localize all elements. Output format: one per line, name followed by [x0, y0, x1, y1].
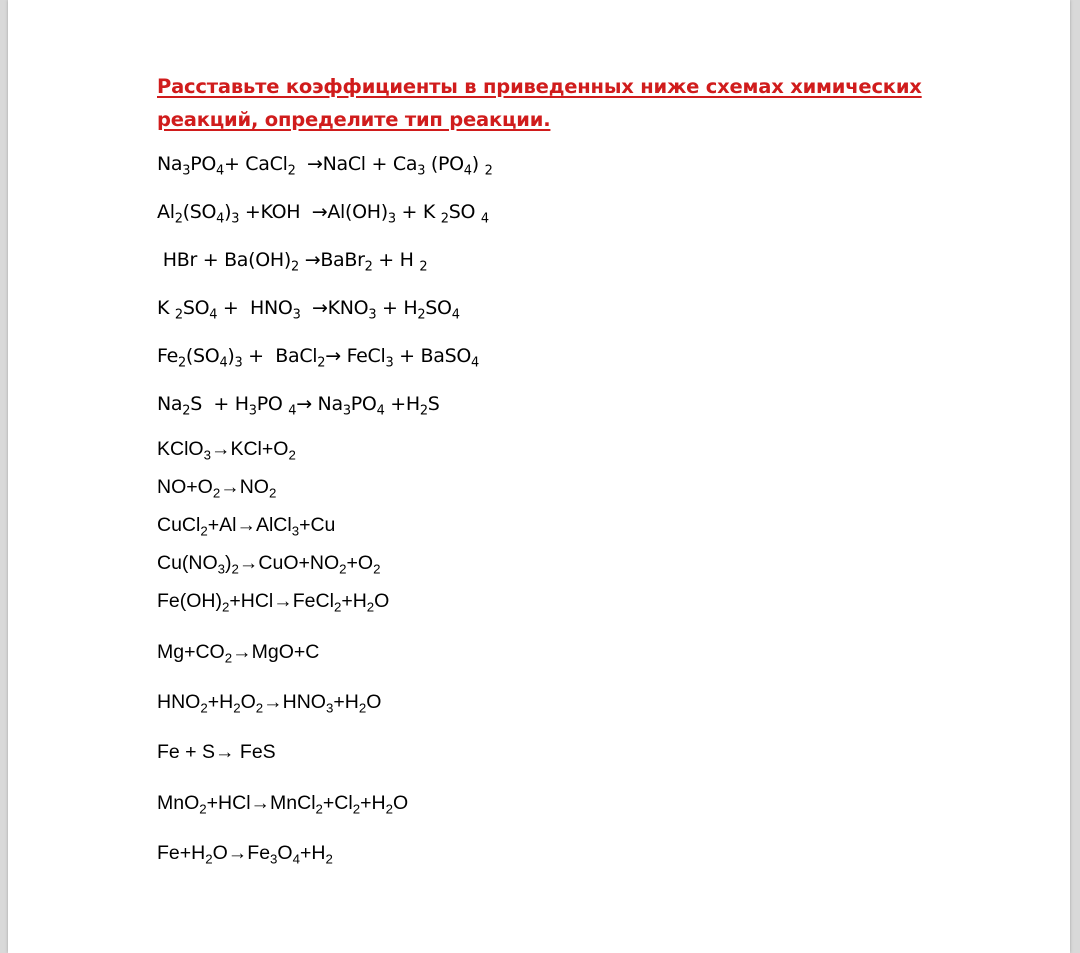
document-page [8, 0, 1070, 953]
subscript: 3 [248, 403, 257, 419]
subscript: 2 [199, 801, 207, 817]
formula-text: O [277, 842, 293, 864]
subscript: 2 [222, 599, 230, 615]
formula-text: PO [350, 393, 377, 415]
formula-text: MnO [157, 792, 200, 814]
subscript: 2 [287, 163, 296, 179]
formula-text: CuCl [157, 514, 201, 536]
formula-text: + H [376, 297, 418, 319]
subscript: 2 [224, 650, 233, 666]
subscript: 2 [288, 447, 296, 463]
formula-text: +H [341, 590, 367, 612]
subscript: 4 [216, 211, 225, 227]
subscript: 2 [174, 211, 183, 227]
subscript: 3 [368, 307, 377, 323]
subscript: 3 [234, 355, 243, 371]
subscript: 2 [317, 355, 326, 371]
formula-text: +H [299, 842, 326, 864]
formula-text: + CaCl [223, 153, 288, 175]
reaction-equation [157, 297, 460, 323]
formula-text: PO [256, 393, 289, 415]
reaction-equation [157, 393, 440, 419]
formula-text: Fe(OH) [157, 590, 222, 612]
subscript: 2 [364, 259, 373, 275]
formula-text: +H [333, 691, 359, 713]
subscript: 2 [291, 259, 299, 275]
formula-text: + BaCl [242, 345, 318, 367]
subscript: 2 [417, 307, 426, 323]
formula-text: Al [157, 201, 175, 223]
subscript: 2 [182, 403, 191, 419]
subscript: 4 [471, 355, 479, 371]
formula-text: O [392, 792, 409, 814]
subscript: 4 [451, 307, 460, 323]
formula-text: O [240, 691, 256, 713]
formula-text: O→Fe [212, 842, 271, 864]
subscript: 3 [387, 211, 396, 227]
subscript: 2 [373, 561, 381, 577]
reaction-equation [157, 590, 389, 613]
subscript: 3 [217, 561, 226, 577]
subscript: 2 [484, 163, 493, 179]
reaction-equation [157, 153, 493, 179]
formula-text: S [427, 393, 440, 415]
reaction-equation [157, 842, 333, 865]
formula-text: Na [157, 153, 183, 175]
subscript: 4 [219, 355, 228, 371]
formula-text: ) [224, 201, 232, 223]
subscript: 2 [255, 700, 264, 716]
formula-text: (PO [425, 153, 464, 175]
formula-text: O [374, 590, 390, 612]
subscript: 2 [177, 355, 186, 371]
formula-text: HBr + Ba(OH) [157, 249, 292, 271]
subscript: 2 [358, 700, 367, 716]
reaction-equation [157, 741, 276, 764]
formula-text: (SO [185, 345, 220, 367]
formula-text: → FeCl [325, 345, 386, 367]
formula-text: K [157, 297, 175, 319]
formula-text: →BaBr [298, 249, 365, 271]
subscript: 3 [182, 163, 191, 179]
formula-text: ) [227, 345, 235, 367]
formula-text: PO [190, 153, 217, 175]
formula-text: Mg+CO [157, 641, 225, 663]
formula-text: Fe+H [157, 842, 206, 864]
subscript: 4 [480, 211, 489, 227]
subscript: 3 [203, 447, 211, 463]
formula-text: → Na [296, 393, 343, 415]
subscript: 2 [440, 211, 449, 227]
formula-text: O [366, 691, 382, 713]
subscript: 2 [339, 561, 347, 577]
subscript: 4 [288, 403, 297, 419]
formula-text: + BaSO [393, 345, 472, 367]
formula-text: +H [207, 691, 234, 713]
reaction-equation [157, 792, 408, 815]
subscript: 2 [419, 259, 428, 275]
subscript: 4 [209, 307, 218, 323]
subscript: 3 [417, 163, 426, 179]
formula-text: + HNO [217, 297, 293, 319]
subscript: 3 [385, 355, 394, 371]
subscript: 3 [292, 307, 301, 323]
formula-text: +Cl [322, 792, 353, 814]
formula-text: +Cu [299, 514, 336, 536]
subscript: 2 [174, 307, 183, 323]
formula-text: +H [384, 393, 420, 415]
subscript: 4 [376, 403, 385, 419]
subscript: 3 [231, 211, 240, 227]
formula-text: + K [395, 201, 441, 223]
reaction-equation [157, 476, 276, 499]
formula-text: NO+O [157, 476, 213, 498]
formula-text: Na [157, 393, 183, 415]
reaction-equation [157, 552, 380, 575]
formula-text: SO [448, 201, 481, 223]
formula-text: →HNO [263, 691, 326, 713]
formula-text: +Al→AlCl [207, 514, 292, 536]
formula-text: →KNO [300, 297, 369, 319]
reaction-equation [157, 691, 381, 714]
reaction-equation [157, 514, 335, 537]
formula-text: +HCl→MnCl [206, 792, 316, 814]
formula-text: S + H [190, 393, 249, 415]
formula-text: HNO [157, 691, 201, 713]
formula-text: →NO [220, 476, 269, 498]
formula-text: +HCl→FeCl [229, 590, 334, 612]
subscript: 2 [205, 851, 213, 867]
reaction-equation [157, 641, 319, 664]
formula-text: (SO [182, 201, 217, 223]
formula-text: ) [225, 552, 232, 574]
subscript: 2 [325, 851, 333, 867]
subscript: 4 [216, 163, 224, 179]
formula-text: SO [425, 297, 452, 319]
subscript: 3 [291, 523, 300, 539]
subscript: 2 [200, 700, 208, 716]
formula-text: Fe + S→ FeS [157, 741, 276, 763]
formula-text: ) [471, 153, 485, 175]
formula-text: +KOH →Al(OH) [239, 201, 388, 223]
formula-text: →MgO+C [232, 641, 320, 663]
subscript: 3 [342, 403, 351, 419]
subscript: 2 [315, 801, 323, 817]
formula-text: +O [346, 552, 374, 574]
subscript: 2 [212, 485, 221, 501]
subscript: 2 [233, 700, 241, 716]
subscript: 2 [419, 403, 428, 419]
formula-text: +H [360, 792, 386, 814]
reaction-equation [157, 249, 428, 275]
subscript: 2 [366, 599, 375, 615]
subscript: 2 [333, 599, 342, 615]
subscript: 2 [352, 801, 361, 817]
subscript: 2 [268, 485, 277, 501]
subscript: 2 [231, 561, 239, 577]
subscript: 3 [325, 700, 334, 716]
formula-text: Cu(NO [157, 552, 218, 574]
task-heading: Расставьте коэффициенты в приведенных ниже схемах химических реакций, определите тип реакции. [157, 75, 922, 131]
formula-text: →KCl+O [210, 438, 289, 460]
subscript: 2 [385, 801, 393, 817]
subscript: 4 [292, 851, 300, 867]
formula-text: + H [372, 249, 420, 271]
formula-text: KClO [157, 438, 204, 460]
subscript: 3 [270, 851, 278, 867]
subscript: 4 [463, 163, 472, 179]
reaction-equation [157, 345, 479, 371]
subscript: 2 [200, 523, 208, 539]
formula-text: Fe [157, 345, 178, 367]
formula-text: →NaCl + Ca [295, 153, 418, 175]
reaction-equation [157, 201, 489, 227]
formula-text: SO [182, 297, 210, 319]
reaction-equation [157, 438, 296, 461]
formula-text: →CuO+NO [238, 552, 340, 574]
